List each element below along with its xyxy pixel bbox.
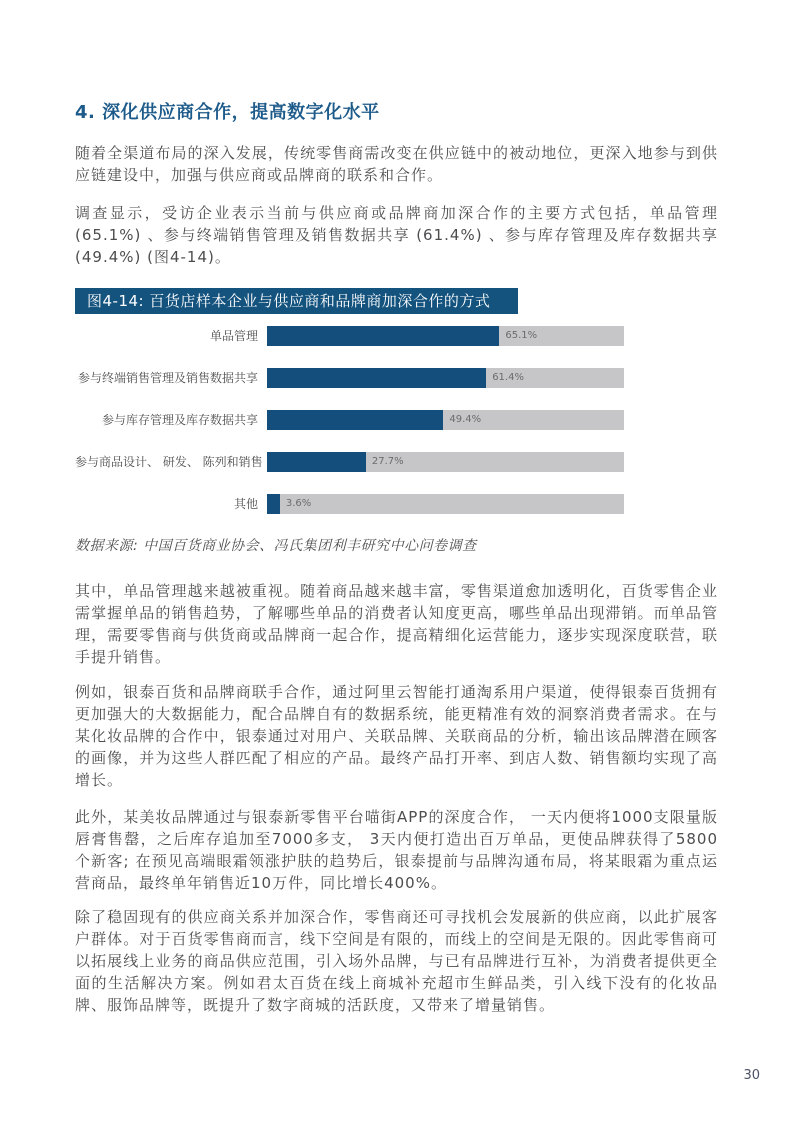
body-paragraph-1: 其中，单品管理越来越被重视。随着商品越来越丰富，零售渠道愈加透明化，百货零售企业需掌握单品的销售趋势，了解哪些单品的消费者认知度更高，哪些单品出现滞销。而单品管理，需要零售商与供货商或品牌商一起合作，提高精细化运营能力，逐步实现深度联营，联手提升销售。 xyxy=(75,582,718,666)
chart-row xyxy=(75,368,718,388)
chart-bar-fill xyxy=(267,368,486,388)
figure-title-banner: 图4-14: 百货店样本企业与供应商和品牌商加深合作的方式 xyxy=(75,288,518,314)
chart-row xyxy=(75,494,718,514)
page-content xyxy=(75,0,718,1016)
chart-category-label: 参与库存管理及库存数据共享 xyxy=(101,413,258,427)
chart-bar-fill xyxy=(267,452,366,472)
chart-bar-track xyxy=(267,494,624,514)
body-paragraph-4: 除了稳固现有的供应商关系并加深合作，零售商还可寻找机会发展新的供应商，以此扩展客户群体。对于百货零售商而言，线下空间是有限的，而线上的空间是无限的。因此零售商可以拓展线上业务的商品供应范围，引入场外品牌，与已有品牌进行互补，为消费者提供更全面的生活解决方案。例如君太百货在线上商城补充超市生鲜品类，引入线下没有的化妆品牌、服饰品牌等，既提升了数字商城的活跃度，又带来了增量销售。 xyxy=(75,908,718,1014)
chart-value-label: 65.1% xyxy=(505,330,538,341)
body-paragraph-3: 此外，某美妆品牌通过与银泰新零售平台喵街APP的深度合作， 一天内便将1000支限量版唇膏售罄，之后库存追加至7000多支， 3天内便打造出百万单品，更使品牌获得了5800个新客; 在预见高端眼霜领涨护肤的趋势后，银泰提前与品牌沟通布局，将某眼霜为重点运营商品，最终单年销售近10万件，同比增长400%。 xyxy=(75,808,718,892)
chart-value-label: 49.4% xyxy=(449,414,482,425)
body-paragraph-2: 例如，银泰百货和品牌商联手合作，通过阿里云智能打通淘系用户渠道，使得银泰百货拥有更加强大的大数据能力，配合品牌自有的数据系统，能更精准有效的洞察消费者需求。在与某化妆品牌的合作中，银泰通过对用户、关联品牌、关联商品的分析，输出该品牌潜在顾客的画像，并为这些人群匹配了相应的产品。最终产品打开率、到店人数、销售额均实现了高增长。 xyxy=(75,683,718,789)
chart-category-label: 参与终端销售管理及销售数据共享 xyxy=(77,371,258,385)
chart-category-label: 单品管理 xyxy=(209,329,258,343)
chart-bar-track xyxy=(267,326,624,346)
chart-row xyxy=(75,326,718,346)
intro-paragraph-1: 随着全渠道布局的深入发展，传统零售商需改变在供应链中的被动地位，更深入地参与到供应链建设中，加强与供应商或品牌商的联系和合作。 xyxy=(75,144,718,184)
chart-bar-track xyxy=(267,452,624,472)
bar-chart xyxy=(75,326,718,514)
intro-paragraph-2: 调查显示，受访企业表示当前与供应商或品牌商加深合作的主要方式包括，单品管理 (65.1%) 、参与终端销售管理及销售数据共享 (61.4%) 、参与库存管理及库存数据共享 (49.4%) (图4-14)。 xyxy=(75,204,718,266)
chart-value-label: 3.6% xyxy=(285,498,312,509)
chart-value-label: 27.7% xyxy=(371,456,404,467)
chart-bar-track xyxy=(267,410,624,430)
chart-row xyxy=(75,410,718,430)
section-heading: 4. 深化供应商合作，提高数字化水平 xyxy=(75,102,380,123)
chart-row xyxy=(75,452,718,472)
chart-bar-fill xyxy=(267,410,443,430)
chart-value-label: 61.4% xyxy=(492,372,524,383)
figure-source-note: 数据来源: 中国百货商业协会、冯氏集团利丰研究中心问卷调查 xyxy=(75,538,477,554)
chart-category-label: 参与商品设计、 研发、 陈列和销售 xyxy=(75,455,263,469)
page-number: 30 xyxy=(743,1068,760,1083)
chart-bar-fill xyxy=(267,326,499,346)
chart-bar-fill xyxy=(267,494,280,514)
chart-bar-track xyxy=(267,368,624,388)
chart-category-label: 其他 xyxy=(233,497,258,511)
